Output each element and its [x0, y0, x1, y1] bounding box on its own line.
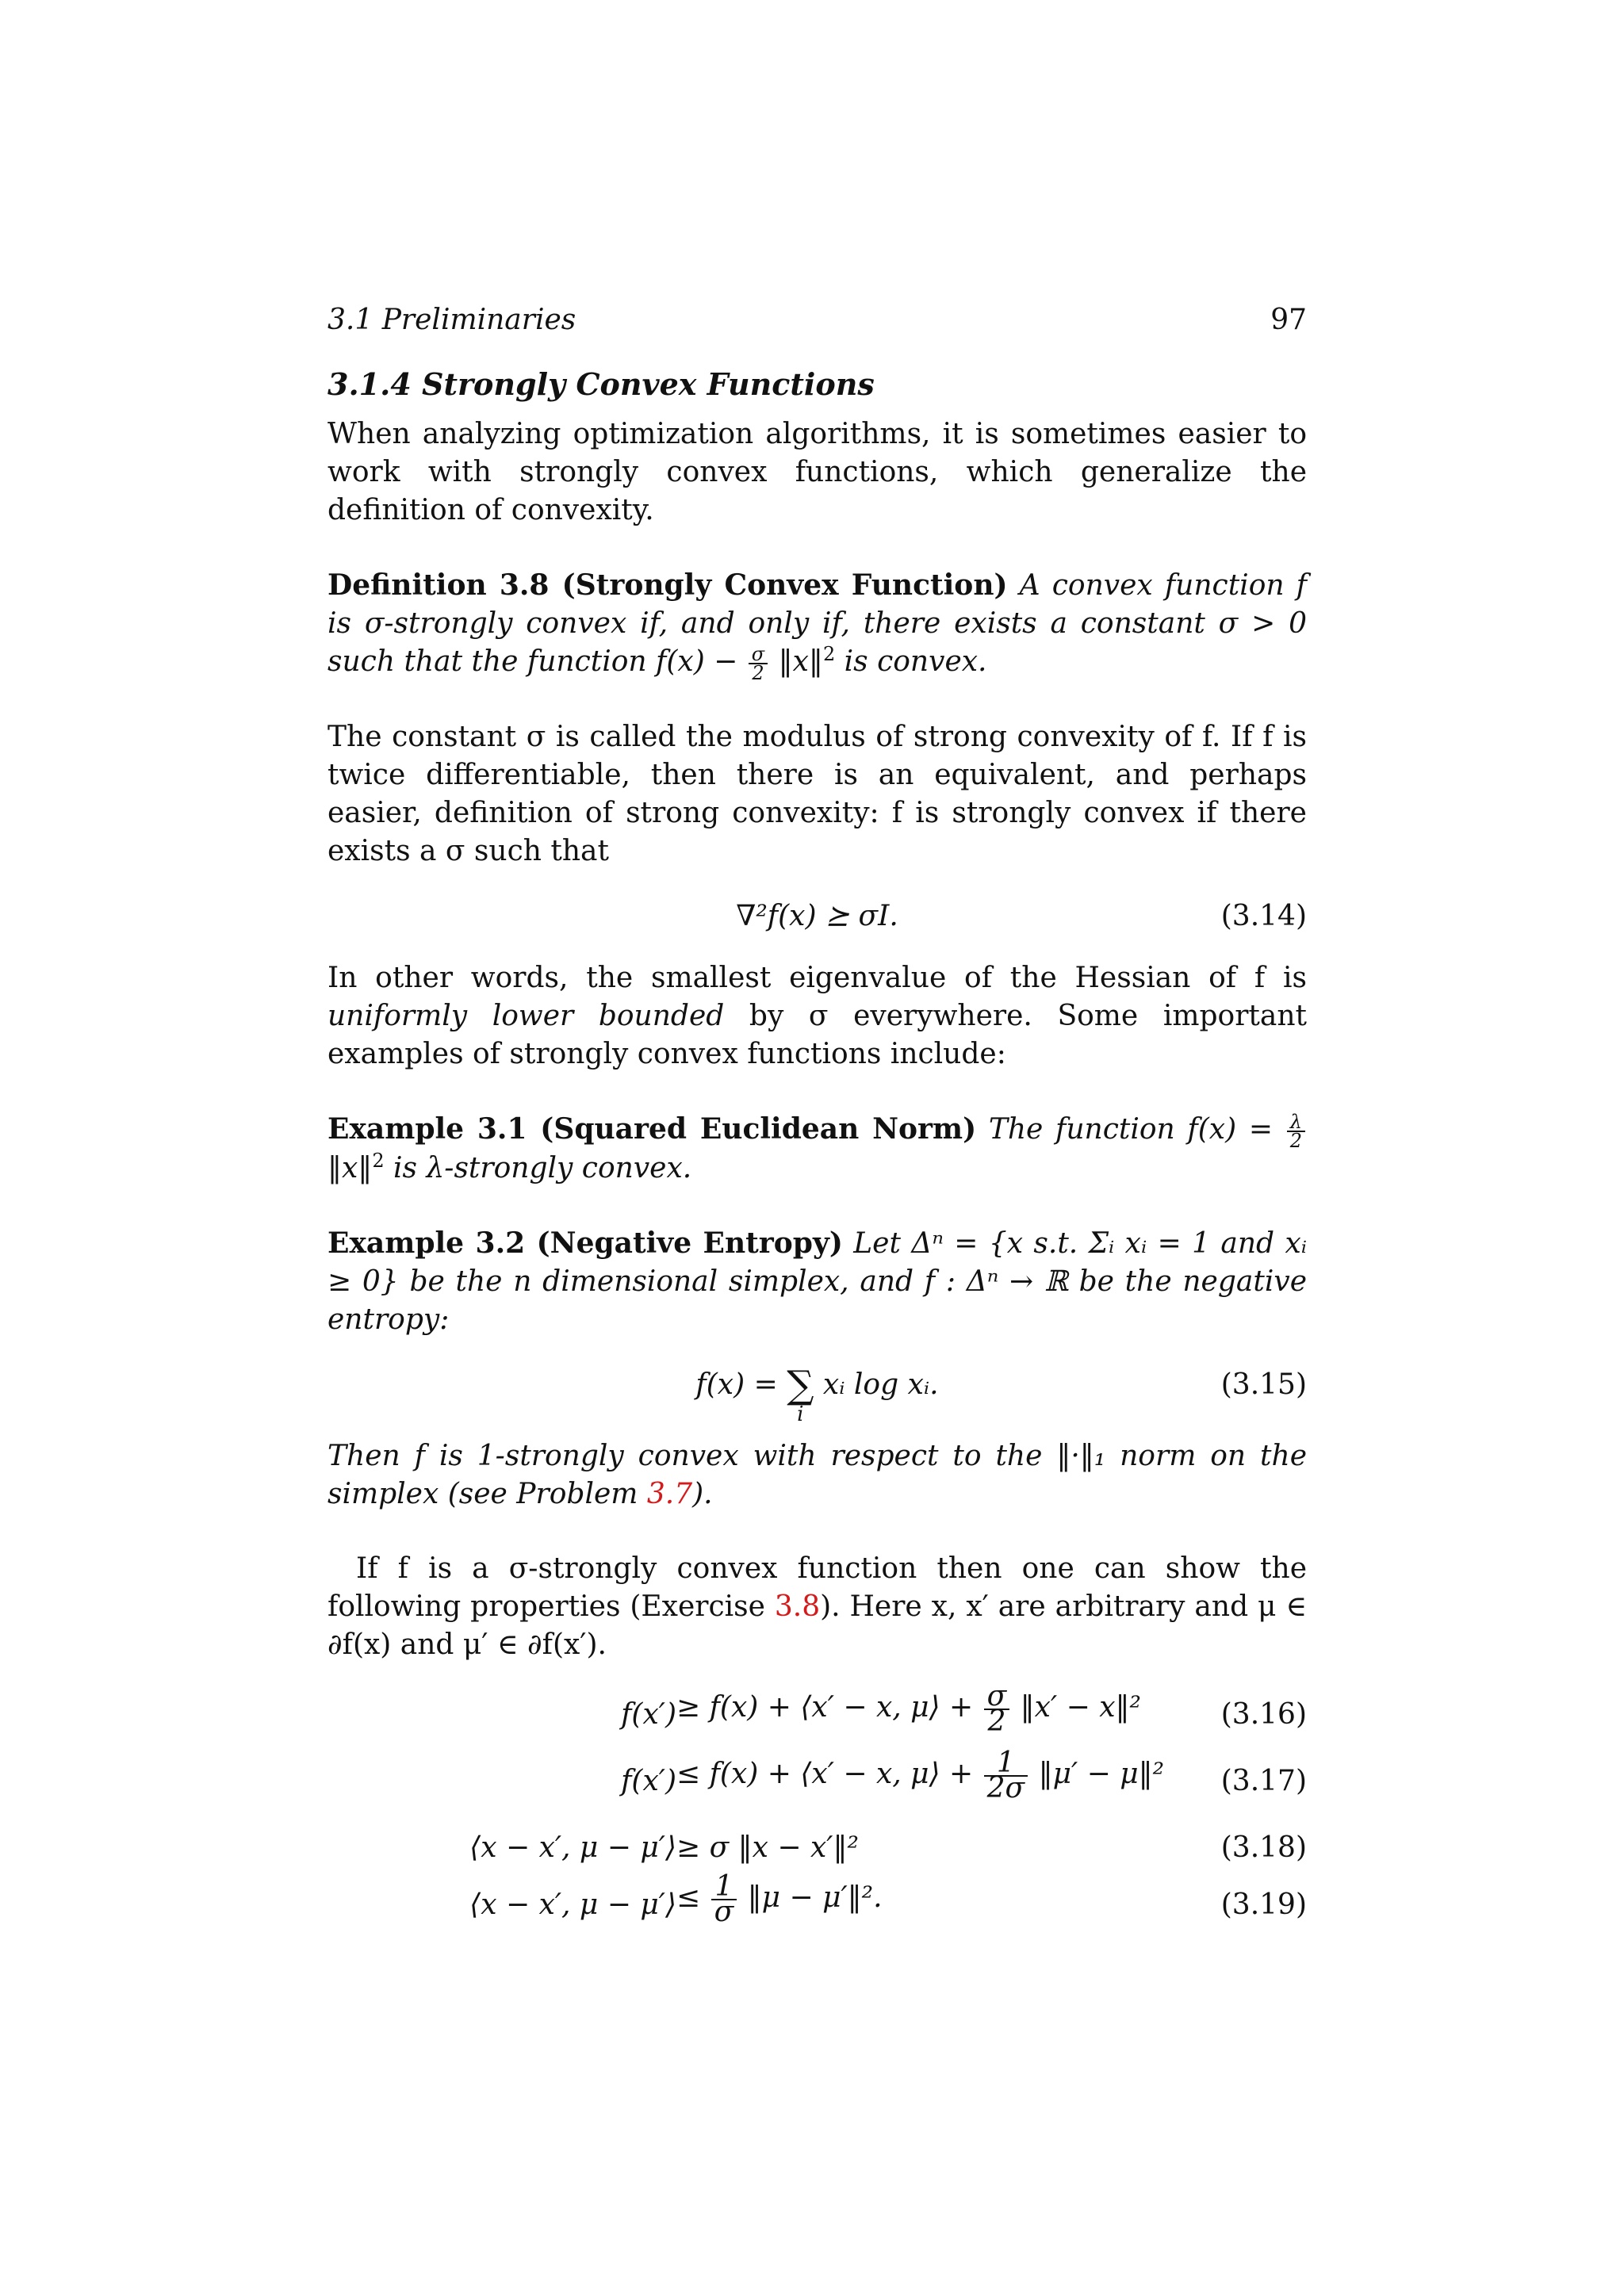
equation-body: ∇²f(x) ⪰ σI. — [736, 900, 898, 932]
equation-lhs: ⟨x − x′, μ − μ′⟩ — [469, 1831, 676, 1864]
equation-body — [327, 1363, 1307, 1426]
eigenvalue-text-a: In other words, the smallest eigenvalue of the Hessian of f is — [327, 962, 1307, 994]
eigenvalue-paragraph — [327, 959, 1307, 1073]
equation-lhs: f(x) = — [695, 1368, 787, 1401]
definition-title: Definition 3.8 (Strongly Convex Function) — [327, 568, 1008, 602]
properties-text-a: If f is a σ-strongly convex function then one can show the following properties (Exercise — [327, 1552, 1307, 1623]
rhs-part-b: ‖x′ − x‖² — [1011, 1691, 1141, 1724]
example-text-a: The function f(x) = — [976, 1113, 1285, 1146]
equation-fraction — [984, 1747, 1028, 1804]
example-text-b: ‖x‖ — [327, 1152, 373, 1184]
equation-label: (3.19) — [1220, 1888, 1307, 1921]
equation-rhs — [676, 1680, 1141, 1738]
rhs-part-b: ‖μ − μ′‖². — [738, 1881, 883, 1914]
exercise-reference-link[interactable]: 3.8 — [774, 1590, 821, 1623]
definition-superscript: 2 — [822, 643, 836, 665]
example-text-c: is λ-strongly convex. — [384, 1152, 692, 1184]
example-3-1 — [327, 1110, 1307, 1188]
fraction-denominator: σ — [714, 1896, 734, 1928]
equation-lhs: f(x′) — [621, 1698, 676, 1731]
equation-label: (3.17) — [1220, 1765, 1307, 1797]
page-number: 97 — [1270, 304, 1307, 336]
summation — [787, 1363, 814, 1426]
equation-rhs — [676, 1747, 1165, 1804]
example-title: Example 3.2 (Negative Entropy) — [327, 1226, 843, 1260]
then-text-a: Then f is 1-strongly convex with respect to the ‖·‖₁ norm on the simplex (see Problem — [327, 1440, 1307, 1510]
then-paragraph — [327, 1437, 1307, 1513]
equation-lhs: f(x′) — [621, 1765, 676, 1797]
fraction-numerator: σ — [984, 1685, 1010, 1710]
definition-text-c: is convex. — [835, 645, 987, 678]
fraction-denominator: 2 — [987, 1705, 1006, 1738]
fraction-denominator: 2σ — [986, 1772, 1025, 1804]
example-title: Example 3.1 (Squared Euclidean Norm) — [327, 1112, 977, 1146]
eigenvalue-text-b: by σ everywhere. Some important examples of strongly convex functions include: — [327, 1000, 1308, 1070]
summation-sign: ∑ — [787, 1363, 814, 1407]
running-title: 3.1 Preliminaries — [327, 304, 576, 336]
equation-label: (3.15) — [1220, 1368, 1307, 1401]
equation-label: (3.18) — [1220, 1831, 1307, 1864]
problem-reference-link[interactable]: 3.7 — [646, 1478, 693, 1510]
rhs-part-a: ≥ f(x) + ⟨x′ − x, μ⟩ + — [676, 1691, 982, 1724]
definition-fraction — [749, 645, 768, 682]
equation-3-18 — [327, 1818, 1307, 1875]
equation-label: (3.16) — [1220, 1698, 1307, 1731]
equation-label: (3.14) — [1220, 900, 1307, 932]
definition-text-b: ‖x‖ — [769, 645, 823, 678]
rhs-part-b: ‖μ′ − μ‖² — [1029, 1758, 1165, 1790]
equation-lhs: ⟨x − x′, μ − μ′⟩ — [469, 1888, 676, 1921]
equation-3-14 — [327, 897, 1307, 942]
running-header — [327, 293, 1307, 341]
then-text-b: ). — [692, 1478, 713, 1510]
section-heading: 3.1.4 Strongly Convex Functions — [327, 366, 875, 402]
property-equations — [327, 1680, 1307, 1942]
fraction-numerator: 1 — [984, 1751, 1028, 1777]
modulus-paragraph: The constant σ is called the modulus of strong convexity of f. If f is twice differentiable, then there is an equivalent, and perhaps easier, definition of strong convexity: f is strongly convex if there exists a σ such that — [327, 721, 1307, 867]
fraction-numerator: λ — [1287, 1113, 1305, 1132]
page-content — [327, 293, 1307, 1942]
fraction-numerator: σ — [749, 645, 768, 664]
equation-3-19 — [327, 1870, 1307, 1942]
definition-3-8 — [327, 566, 1307, 682]
rhs-part-a: ≤ f(x) + ⟨x′ − x, μ⟩ + — [676, 1758, 982, 1790]
properties-paragraph — [327, 1550, 1307, 1664]
equation-3-17 — [327, 1747, 1307, 1818]
equation-fraction — [984, 1680, 1010, 1738]
eigenvalue-emphasis: uniformly lower bounded — [327, 1000, 725, 1032]
equation-fraction — [711, 1870, 737, 1928]
example-3-2 — [327, 1224, 1307, 1339]
summation-index: i — [797, 1402, 804, 1426]
example-text: Let Δⁿ = {x s.t. Σᵢ xᵢ = 1 and xᵢ ≥ 0} be the n dimensional simplex, and f : Δⁿ → ℝ be the negative entropy: — [327, 1227, 1307, 1336]
intro-paragraph: When analyzing optimization algorithms, it is sometimes easier to work with strongly convex functions, which generalize the definition of convexity. — [327, 418, 1307, 526]
equation-rhs — [676, 1870, 883, 1928]
equation-rhs: ≥ σ ‖x − x′‖² — [676, 1831, 859, 1864]
example-fraction — [1287, 1113, 1305, 1150]
rhs-part-a: ≤ — [676, 1881, 710, 1914]
example-superscript: 2 — [372, 1150, 385, 1172]
properties-text-b: ). Here x, x′ are arbitrary and μ ∈ ∂f(x) and μ′ ∈ ∂f(x′). — [327, 1590, 1307, 1661]
equation-3-15 — [327, 1363, 1307, 1433]
fraction-denominator: 2 — [1289, 1130, 1302, 1152]
fraction-denominator: 2 — [752, 662, 764, 684]
fraction-numerator: 1 — [711, 1875, 737, 1900]
definition-text-a: A convex function f is σ-strongly convex if, and only if, there exists a constant σ > 0 such that the function f(x) − — [327, 569, 1307, 678]
equation-3-16 — [327, 1680, 1307, 1751]
equation-rhs: xᵢ log xᵢ. — [814, 1368, 939, 1401]
